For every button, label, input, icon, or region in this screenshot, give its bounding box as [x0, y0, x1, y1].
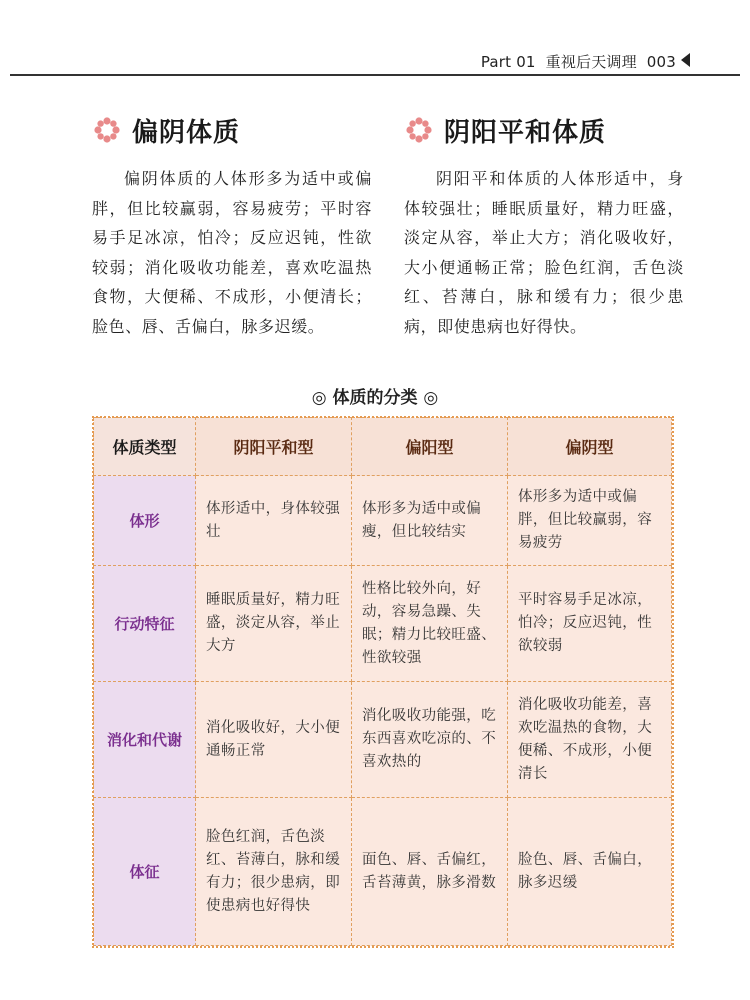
column-header: 偏阳型 — [352, 418, 508, 476]
table-cell: 睡眠质量好，精力旺盛，淡定从容，举止大方 — [196, 566, 352, 682]
section-title: 偏阴体质 — [132, 117, 241, 148]
section-body: 阴阳平和体质的人体形适中，身体较强壮；睡眠质量好，精力旺盛，淡定从容，举止大方；消化吸收好，大小便通畅正常；脸色红润，舌色淡红、苔薄白，脉和缓有力；很少患病，即使患病也好得快。 — [404, 169, 684, 336]
constitution-table — [93, 417, 672, 946]
part-label: Part 01 — [480, 53, 536, 71]
page-number: 003 — [646, 53, 676, 71]
table-cell: 性格比较外向，好动，容易急躁、失眠；精力比较旺盛、性欲较强 — [352, 566, 508, 682]
row-header: 消化和代谢 — [94, 682, 196, 798]
table-row — [94, 682, 672, 798]
column-header: 体质类型 — [94, 418, 196, 476]
section-body: 偏阴体质的人体形多为适中或偏胖，但比较赢弱，容易疲劳；平时容易手足冰凉，怕冷；反应迟钝，性欲较弱；消化吸收功能差，喜欢吃温热食物，大便稀、不成形，小便清长；脸色、唇、舌偏白，脉多迟缓。 — [92, 169, 372, 336]
section-balanced — [404, 110, 684, 341]
row-header: 体征 — [94, 798, 196, 946]
table-cell: 消化吸收好，大小便通畅正常 — [196, 682, 352, 798]
table-header-row — [94, 418, 672, 476]
row-header: 体形 — [94, 476, 196, 566]
table-cell: 脸色、唇、舌偏白，脉多迟缓 — [508, 798, 672, 946]
flower-icon — [92, 115, 122, 145]
table-title: ◎ 体质的分类 ◎ — [311, 388, 439, 408]
column-header: 阴阳平和型 — [196, 418, 352, 476]
table-cell: 体形多为适中或偏胖，但比较赢弱，容易疲劳 — [508, 476, 672, 566]
row-header: 行动特征 — [94, 566, 196, 682]
flower-icon — [404, 115, 434, 145]
table-cell: 消化吸收功能差，喜欢吃温热的食物，大便稀、不成形，小便清长 — [508, 682, 672, 798]
table-row — [94, 798, 672, 946]
header-divider — [10, 74, 740, 76]
running-head — [481, 51, 676, 72]
page-header — [0, 0, 750, 80]
table-cell: 面色、唇、舌偏红，舌苔薄黄，脉多滑数 — [352, 798, 508, 946]
table-row — [94, 476, 672, 566]
triangle-marker-icon — [681, 53, 690, 67]
column-header: 偏阴型 — [508, 418, 672, 476]
table-cell: 体形多为适中或偏瘦，但比较结实 — [352, 476, 508, 566]
table-cell: 脸色红润，舌色淡红、苔薄白，脉和缓有力；很少患病，即使患病也好得快 — [196, 798, 352, 946]
chapter-title: 重视后天调理 — [545, 53, 637, 71]
section-yin — [92, 110, 372, 341]
table-cell: 体形适中，身体较强壮 — [196, 476, 352, 566]
section-title: 阴阳平和体质 — [444, 117, 607, 148]
table-row — [94, 566, 672, 682]
table-cell: 平时容易手足冰凉，怕冷；反应迟钝，性欲较弱 — [508, 566, 672, 682]
table-cell: 消化吸收功能强，吃东西喜欢吃凉的、不喜欢热的 — [352, 682, 508, 798]
